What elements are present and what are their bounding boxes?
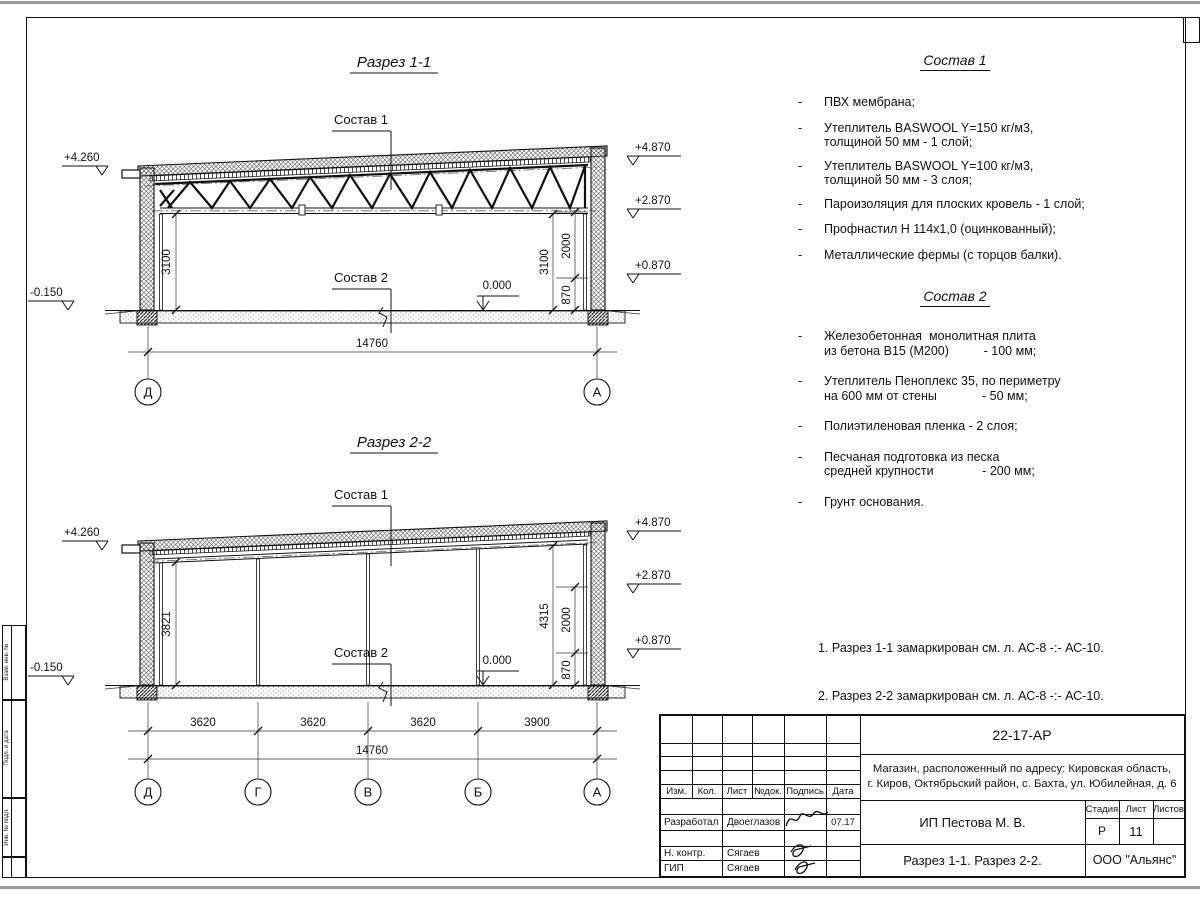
- side-stamp-block: Подп. и дата: [2, 700, 26, 798]
- svg-text:3900: 3900: [524, 717, 550, 729]
- svg-text:+2.870: +2.870: [635, 570, 671, 582]
- sostav2-list: [795, 288, 1190, 509]
- svg-text:3620: 3620: [300, 717, 326, 729]
- svg-text:-0.150: -0.150: [30, 287, 63, 299]
- eaves-detail: [122, 545, 140, 553]
- sostav1-callout: Состав 1: [334, 487, 388, 502]
- client-name: ИП Пестова М. В.: [919, 814, 1026, 830]
- floor-slab: [120, 311, 625, 323]
- section-1-1: [28, 54, 681, 405]
- name-razrabotal: Двоеглазов: [727, 816, 781, 828]
- svg-text:4315: 4315: [539, 603, 551, 629]
- side-stamp-block: Инв. № подл.: [2, 798, 26, 857]
- axis-label: Д: [143, 784, 153, 800]
- name-nkontr: Сягаев: [727, 847, 760, 859]
- col-header-kol: Кол.: [697, 785, 717, 797]
- sostav1-list: [795, 52, 1190, 262]
- project-description: Магазин, расположенный по адресу: Кировская область, г. Киров, Октябрьский район, с. Бахта, ул. Юбилейная, д. 6: [867, 763, 1177, 790]
- signature-syagaev: [785, 840, 829, 878]
- svg-text:+4.260: +4.260: [64, 527, 100, 539]
- zero-level-mark: [477, 655, 519, 685]
- list-item: - Железобетонная монолитная плита из бетона В15 (М200) - 100 мм;: [798, 329, 1037, 358]
- col-header-ndok: №док.: [754, 785, 782, 797]
- date-razrabotal: 07.17: [831, 816, 855, 828]
- note-line: 2. Разрез 2-2 замаркирован см. л. АС-8 -:- АС-10.: [818, 689, 1104, 703]
- list-item: - Металлические фермы (с торцов балки).: [798, 247, 1062, 262]
- name-gip: Сягаев: [727, 862, 760, 874]
- svg-text:870: 870: [561, 285, 573, 305]
- title-block: [659, 714, 1186, 878]
- side-stamp: [2, 625, 26, 878]
- axis-label: Б: [473, 784, 483, 800]
- svg-text:+2.870: +2.870: [635, 195, 671, 207]
- sheet-title: Разрез 1-1. Разрез 2-2.: [903, 852, 1042, 868]
- svg-text:3100: 3100: [161, 249, 173, 275]
- axis-label: В: [363, 784, 373, 800]
- column: [367, 554, 370, 685]
- axis-label: Д: [143, 384, 153, 400]
- section-2-2-title: Разрез 2-2: [356, 434, 432, 451]
- section-2-2: [28, 434, 681, 805]
- list-item: - Полиэтиленовая пленка - 2 слоя;: [798, 419, 1018, 433]
- sostav2-callout: Состав 2: [334, 645, 388, 660]
- floor-slab: [120, 686, 625, 698]
- col-header-list: Лист: [726, 785, 748, 797]
- svg-text:+0.870: +0.870: [635, 260, 671, 272]
- list-item: - Профнастил Н 114х1,0 (оцинкованный);: [798, 222, 1056, 236]
- svg-text:0.000: 0.000: [482, 280, 512, 292]
- left-wall: [140, 543, 154, 685]
- list-item: - Утеплитель Пеноплекс 35, по периметру на 600 мм от стены - 50 мм;: [798, 374, 1061, 403]
- svg-text:3821: 3821: [161, 611, 173, 637]
- signature-razrabotal: [783, 806, 831, 832]
- sostav2-title: Состав 2: [920, 288, 989, 307]
- bottom-dimensions: [128, 702, 617, 805]
- zero-level-mark: [477, 280, 519, 310]
- sheets-label: Листов: [1153, 803, 1184, 815]
- side-stamp-block: Взам. инв. №: [2, 625, 26, 700]
- svg-text:+4.870: +4.870: [635, 517, 671, 529]
- svg-text:3620: 3620: [410, 717, 436, 729]
- document-number: 22-17-АР: [992, 727, 1052, 743]
- stage-label: Стадия: [1085, 803, 1119, 815]
- list-item: - Пароизоляция для плоских кровель - 1 слой;: [798, 196, 1085, 211]
- eaves-detail: [122, 170, 140, 178]
- sostav2-callout: Состав 2: [334, 270, 388, 285]
- svg-text:+4.870: +4.870: [635, 142, 671, 154]
- svg-text:2000: 2000: [561, 607, 573, 633]
- role-gip: ГИП: [664, 862, 684, 874]
- svg-text:+4.260: +4.260: [64, 152, 100, 164]
- sostav1-title: Состав 1: [920, 52, 989, 71]
- note-line: 1. Разрез 1-1 замаркирован см. л. АС-8 -:- АС-10.: [818, 641, 1104, 655]
- height-dimensions: [161, 208, 588, 314]
- svg-text:3620: 3620: [190, 717, 216, 729]
- stage-value: Р: [1097, 824, 1106, 838]
- right-wall: [591, 148, 605, 310]
- svg-text:+0.870: +0.870: [635, 635, 671, 647]
- list-item: - Грунт основания.: [798, 494, 924, 509]
- axis-label: Г: [254, 784, 262, 800]
- svg-text:3100: 3100: [539, 249, 551, 275]
- svg-text:2000: 2000: [561, 233, 573, 259]
- col-header-podpis: Подпись: [786, 785, 824, 797]
- svg-text:-0.150: -0.150: [30, 662, 63, 674]
- role-razrabotal: Разработал: [664, 816, 719, 828]
- col-header-izm: Изм.: [666, 785, 687, 797]
- col-header-data: Дата: [832, 785, 854, 797]
- section-1-1-title: Разрез 1-1: [356, 54, 432, 71]
- role-nkontr: Н. контр.: [664, 847, 706, 859]
- company-name: ООО "Альянс": [1092, 853, 1177, 867]
- left-wall: [140, 168, 154, 310]
- sheet-number: 11: [1129, 823, 1143, 839]
- svg-text:14760: 14760: [356, 338, 388, 350]
- sostav1-callout: Состав 1: [334, 112, 388, 127]
- height-dimensions: [161, 542, 588, 689]
- list-item: - Утеплитель BASWOOL Y=100 кг/м3, толщиной 50 мм - 3 слоя;: [798, 158, 1034, 187]
- right-wall: [591, 523, 605, 685]
- side-stamp-block: [2, 857, 26, 878]
- axis-label: А: [592, 384, 602, 400]
- bottom-dimension: [128, 327, 617, 405]
- list-item: - ПВХ мембрана;: [798, 95, 915, 109]
- column: [584, 545, 587, 685]
- svg-text:0.000: 0.000: [482, 655, 512, 667]
- corner-code-box: [1183, 17, 1200, 43]
- sheet-label: Лист: [1125, 803, 1147, 815]
- list-item: - Песчаная подготовка из песка средней крупности - 200 мм;: [798, 449, 1035, 478]
- list-item: - Утеплитель BASWOOL Y=150 кг/м3, толщиной 50 мм - 1 слой;: [798, 120, 1034, 149]
- svg-text:14760: 14760: [356, 745, 388, 757]
- axis-label: А: [592, 784, 602, 800]
- column: [257, 559, 260, 685]
- svg-text:870: 870: [561, 660, 573, 680]
- column: [477, 549, 480, 685]
